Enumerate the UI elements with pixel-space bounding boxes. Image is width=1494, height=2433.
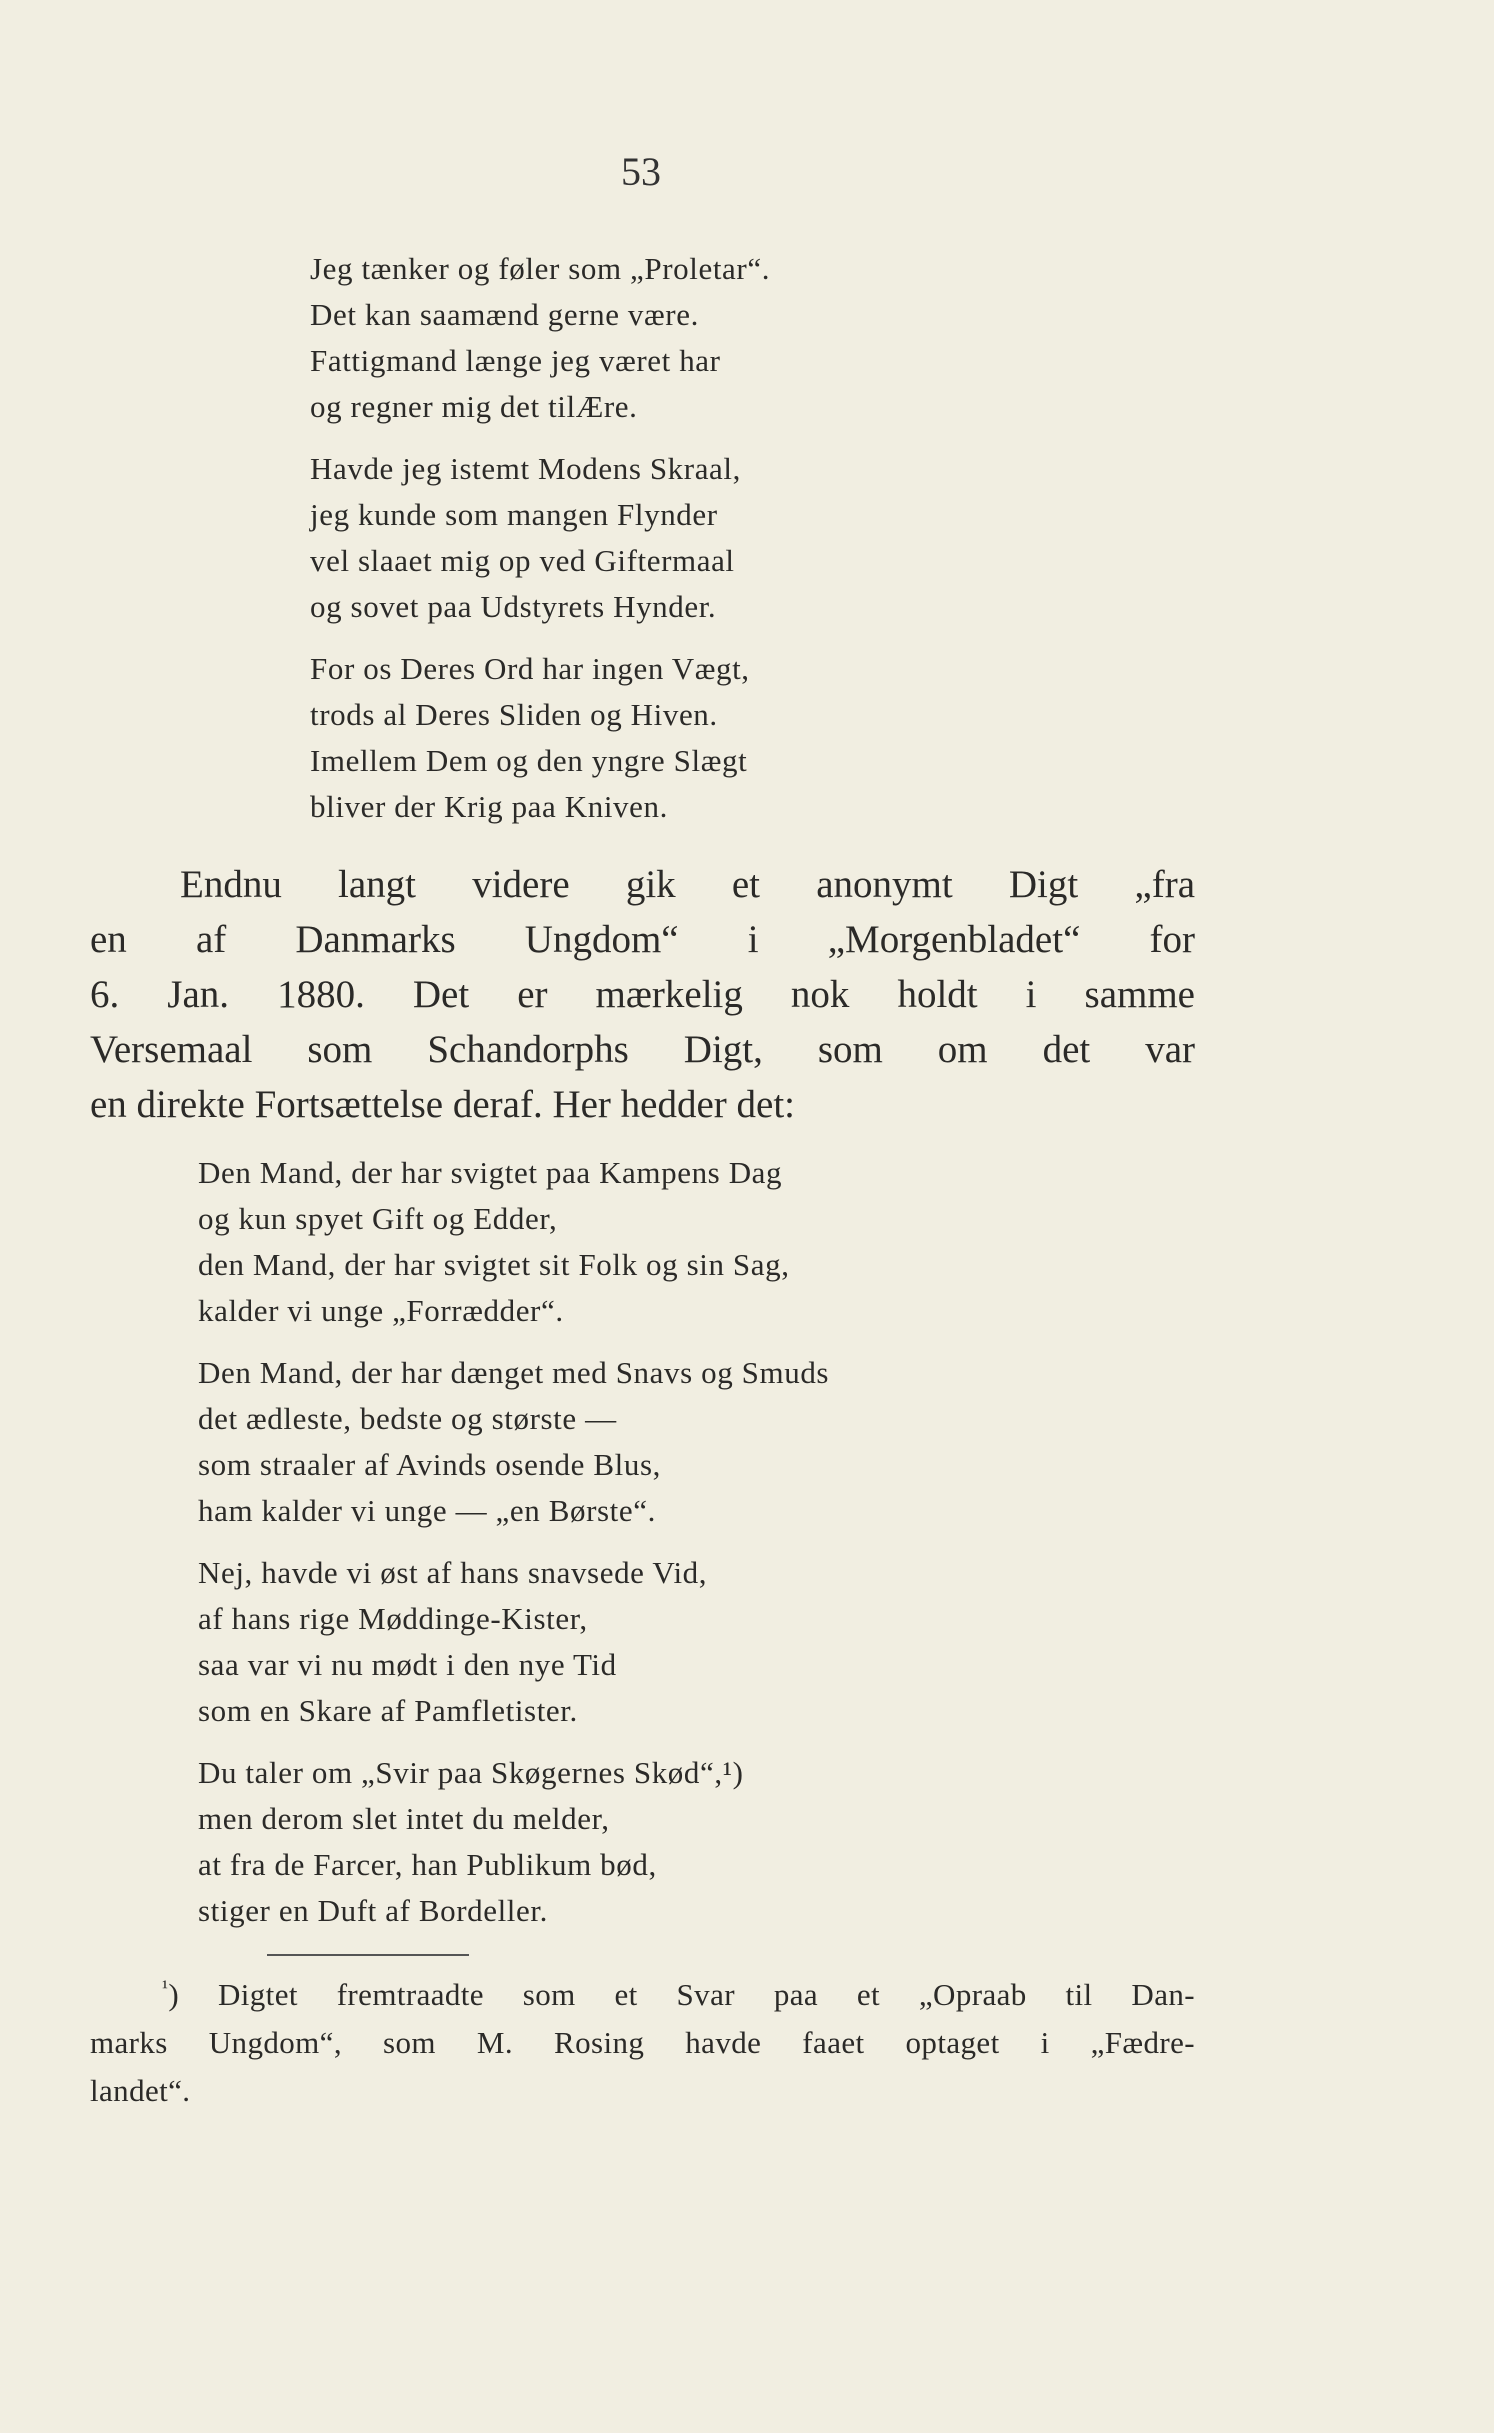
stanza — [310, 646, 770, 830]
verse-line: jeg kunde som mangen Flynder — [310, 497, 718, 532]
verse-line: For os Deres Ord har ingen Vægt, — [310, 651, 750, 686]
verse-line: bliver der Krig paa Kniven. — [310, 789, 668, 824]
verse-line: Du taler om „Svir paa Skøgernes Skød“,¹) — [198, 1755, 744, 1790]
verse-line: og kun spyet Gift og Edder, — [198, 1201, 558, 1236]
verse-line: Det kan saamænd gerne være. — [310, 297, 699, 332]
verse-line: kalder vi unge „Forrædder“. — [198, 1293, 564, 1328]
verse-line: stiger en Duft af Bordeller. — [198, 1893, 548, 1928]
verse-line: det ædleste, bedste og største — — [198, 1401, 617, 1436]
verse-line: Havde jeg istemt Modens Skraal, — [310, 451, 741, 486]
verse-line: ham kalder vi unge — „en Børste“. — [198, 1493, 656, 1528]
page-number: 53 — [621, 149, 661, 194]
footnote-marker: ¹ — [162, 1976, 169, 1999]
footnote-text: ) Digtet fremtraadte som et Svar paa et „Opraab til Dan- — [168, 1977, 1195, 2012]
verse-line: den Mand, der har svigtet sit Folk og sin Sag, — [198, 1247, 790, 1282]
stanza — [198, 1550, 829, 1734]
verse-line: og sovet paa Udstyrets Hynder. — [310, 589, 717, 624]
footnote-divider — [267, 1954, 469, 1956]
verse-line: vel slaaet mig op ved Giftermaal — [310, 543, 735, 578]
prose-paragraph — [90, 857, 1195, 1132]
prose-line: Endnu langt videre gik et anonymt Digt „fra — [180, 863, 1195, 906]
prose-line: en af Danmarks Ungdom“ i „Morgenbladet“ for — [90, 918, 1195, 961]
stanza — [198, 1350, 829, 1534]
stanza — [198, 1150, 829, 1334]
poem-top — [310, 246, 770, 846]
footnote-line: landet“. — [90, 2073, 191, 2108]
verse-line: Den Mand, der har svigtet paa Kampens Dag — [198, 1155, 783, 1190]
footnote — [90, 1971, 1195, 2115]
verse-line: Imellem Dem og den yngre Slægt — [310, 743, 748, 778]
verse-line: saa var vi nu mødt i den nye Tid — [198, 1647, 617, 1682]
verse-line: af hans rige Møddinge-Kister, — [198, 1601, 588, 1636]
verse-line: Den Mand, der har dænget med Snavs og Smuds — [198, 1355, 830, 1390]
verse-line: men derom slet intet du melder, — [198, 1801, 610, 1836]
stanza — [310, 246, 770, 430]
footnote-line — [90, 1971, 1195, 2019]
stanza — [198, 1750, 829, 1934]
verse-line: og regner mig det tilÆre. — [310, 389, 638, 424]
poem-bottom — [198, 1150, 829, 1950]
verse-line: at fra de Farcer, han Publikum bød, — [198, 1847, 657, 1882]
footnote-line: marks Ungdom“, som M. Rosing havde faaet optaget i „Fædre- — [90, 2025, 1195, 2060]
prose-line: 6. Jan. 1880. Det er mærkelig nok holdt i samme — [90, 973, 1195, 1016]
stanza — [310, 446, 770, 630]
verse-line: Nej, havde vi øst af hans snavsede Vid, — [198, 1555, 708, 1590]
verse-line: som en Skare af Pamfletister. — [198, 1693, 578, 1728]
prose-line: en direkte Fortsættelse deraf. Her hedder det: — [90, 1083, 795, 1126]
prose-line: Versemaal som Schandorphs Digt, som om det var — [90, 1028, 1195, 1071]
verse-line: Jeg tænker og føler som „Proletar“. — [310, 251, 771, 286]
verse-line: Fattigmand længe jeg været har — [310, 343, 721, 378]
verse-line: som straaler af Avinds osende Blus, — [198, 1447, 661, 1482]
verse-line: trods al Deres Sliden og Hiven. — [310, 697, 718, 732]
